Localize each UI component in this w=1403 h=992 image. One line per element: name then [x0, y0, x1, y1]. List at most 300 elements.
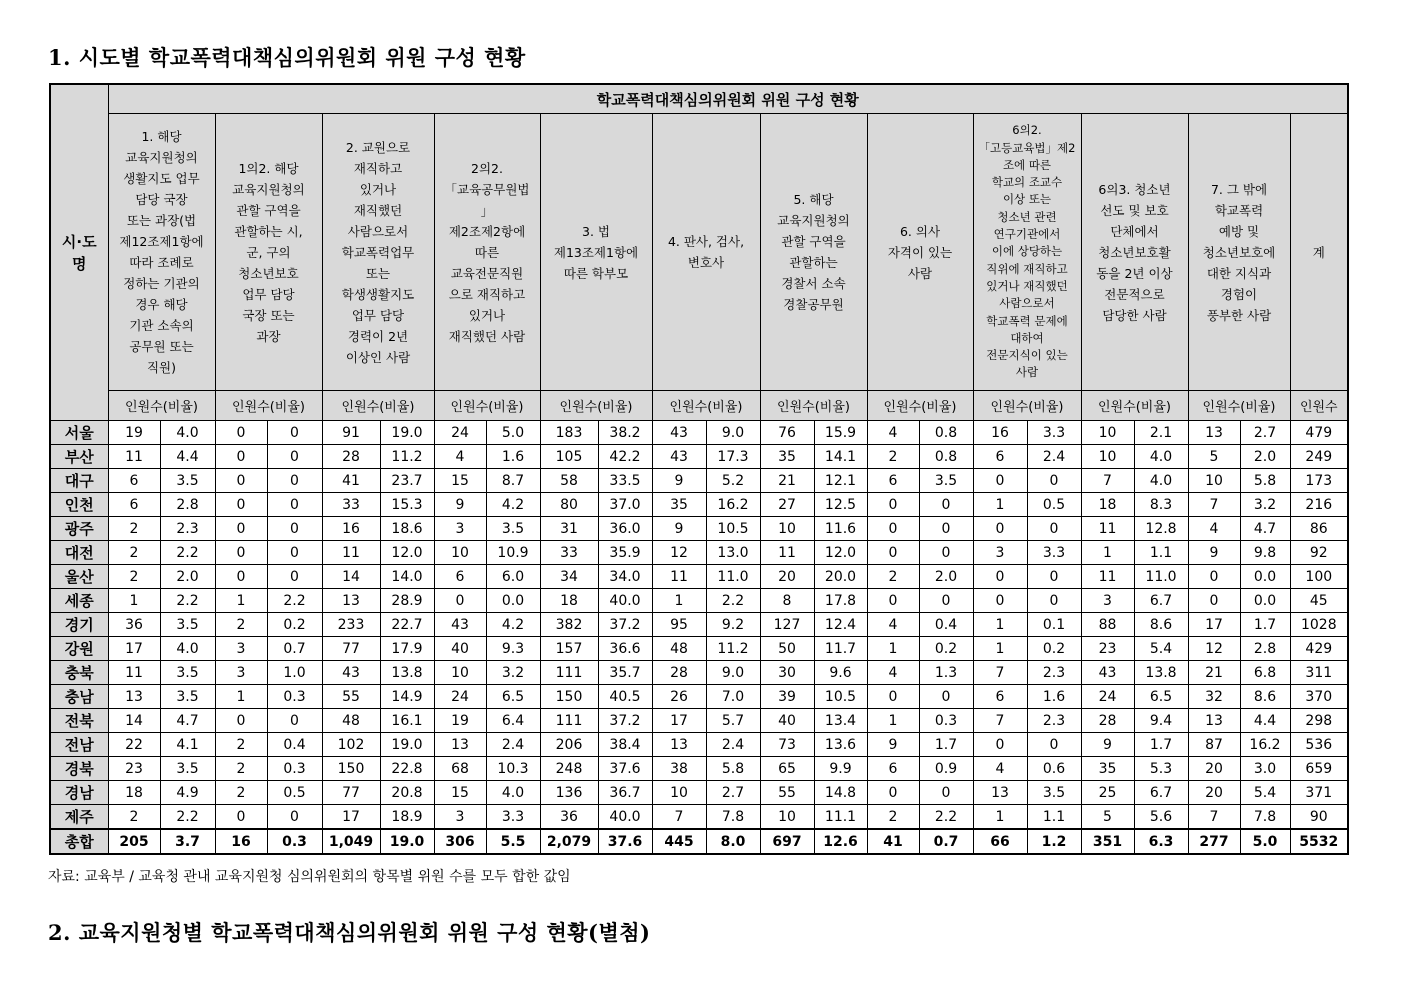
total-count-cell: 45 — [1290, 589, 1348, 613]
count-cell: 22 — [108, 733, 160, 757]
count-cell: 9 — [652, 469, 706, 493]
count-cell: 11 — [108, 661, 160, 685]
region-name: 경남 — [50, 781, 108, 805]
ratio-cell: 0 — [1027, 517, 1081, 541]
ratio-cell: 1.3 — [919, 661, 973, 685]
ratio-cell: 3.5 — [160, 661, 215, 685]
count-cell: 2 — [108, 541, 160, 565]
ratio-cell: 0.9 — [919, 757, 973, 781]
ratio-cell: 5.0 — [1240, 829, 1290, 854]
ratio-cell: 36.7 — [598, 781, 652, 805]
count-cell: 0 — [867, 541, 919, 565]
count-cell: 6 — [434, 565, 486, 589]
ratio-cell: 8.7 — [486, 469, 540, 493]
ratio-cell: 0.1 — [1027, 613, 1081, 637]
count-cell: 48 — [652, 637, 706, 661]
count-cell: 1 — [1081, 541, 1134, 565]
count-cell: 1 — [867, 637, 919, 661]
ratio-cell: 34.0 — [598, 565, 652, 589]
ratio-cell: 13.8 — [380, 661, 434, 685]
ratio-cell: 2.3 — [160, 517, 215, 541]
ratio-cell: 3.5 — [486, 517, 540, 541]
category-header-9: 6의2. 「고등교육법」제2 조에 따른 학교의 조교수 이상 또는 청소년 관련 연구기관에서 이에 상당하는 직위에 재직하고 있거나 재직했던 사람으로서 학교폭력 문제에 대하여 전문지식이 있는 사람 — [973, 114, 1081, 391]
count-cell: 17 — [108, 637, 160, 661]
ratio-cell: 5.2 — [706, 469, 760, 493]
count-cell: 157 — [540, 637, 598, 661]
count-cell: 32 — [1188, 685, 1240, 709]
ratio-cell: 2.3 — [1027, 661, 1081, 685]
count-cell: 105 — [540, 445, 598, 469]
ratio-cell: 4.9 — [160, 781, 215, 805]
ratio-cell: 0.2 — [1027, 637, 1081, 661]
ratio-cell: 37.6 — [598, 757, 652, 781]
total-count-cell: 90 — [1290, 805, 1348, 830]
count-cell: 1 — [867, 709, 919, 733]
count-cell: 5 — [1081, 805, 1134, 830]
ratio-cell: 2.2 — [267, 589, 322, 613]
ratio-cell: 22.7 — [380, 613, 434, 637]
count-cell: 0 — [215, 445, 267, 469]
ratio-cell: 12.5 — [814, 493, 867, 517]
ratio-cell: 0.3 — [267, 829, 322, 854]
count-cell: 0 — [215, 421, 267, 445]
count-cell: 0 — [973, 517, 1027, 541]
ratio-cell: 0 — [919, 685, 973, 709]
ratio-cell: 0 — [267, 709, 322, 733]
count-cell: 16 — [973, 421, 1027, 445]
unit-label: 인원수 — [1290, 391, 1348, 421]
ratio-cell: 12.0 — [814, 541, 867, 565]
ratio-cell: 16.2 — [1240, 733, 1290, 757]
count-cell: 80 — [540, 493, 598, 517]
ratio-cell: 13.4 — [814, 709, 867, 733]
ratio-cell: 6.8 — [1240, 661, 1290, 685]
count-cell: 7 — [973, 661, 1027, 685]
count-cell: 9 — [652, 517, 706, 541]
count-cell: 13 — [973, 781, 1027, 805]
count-cell: 12 — [1188, 637, 1240, 661]
ratio-cell: 0.6 — [1027, 757, 1081, 781]
count-cell: 0 — [867, 781, 919, 805]
count-cell: 1 — [973, 613, 1027, 637]
count-cell: 43 — [322, 661, 380, 685]
ratio-cell: 0 — [919, 589, 973, 613]
count-cell: 18 — [540, 589, 598, 613]
region-name: 전남 — [50, 733, 108, 757]
region-name: 부산 — [50, 445, 108, 469]
count-cell: 21 — [760, 469, 814, 493]
ratio-cell: 2.7 — [706, 781, 760, 805]
region-name: 세종 — [50, 589, 108, 613]
count-cell: 26 — [652, 685, 706, 709]
ratio-cell: 0.2 — [267, 613, 322, 637]
count-cell: 1 — [652, 589, 706, 613]
count-cell: 35 — [760, 445, 814, 469]
ratio-cell: 6.0 — [486, 565, 540, 589]
unit-label: 인원수(비율) — [322, 391, 434, 421]
ratio-cell: 7.0 — [706, 685, 760, 709]
category-header-8: 6. 의사 자격이 있는 사람 — [867, 114, 973, 391]
total-count-cell: 370 — [1290, 685, 1348, 709]
count-cell: 11 — [652, 565, 706, 589]
unit-label: 인원수(비율) — [760, 391, 867, 421]
ratio-cell: 9.6 — [814, 661, 867, 685]
category-header-12: 계 — [1290, 114, 1348, 391]
ratio-cell: 40.5 — [598, 685, 652, 709]
ratio-cell: 3.5 — [1027, 781, 1081, 805]
ratio-cell: 6.3 — [1134, 829, 1188, 854]
count-cell: 0 — [215, 469, 267, 493]
region-name: 강원 — [50, 637, 108, 661]
ratio-cell: 13.6 — [814, 733, 867, 757]
count-cell: 73 — [760, 733, 814, 757]
ratio-cell: 0 — [267, 469, 322, 493]
ratio-cell: 0 — [267, 445, 322, 469]
unit-label: 인원수(비율) — [973, 391, 1081, 421]
ratio-cell: 2.2 — [160, 541, 215, 565]
count-cell: 17 — [322, 805, 380, 830]
ratio-cell: 4.4 — [1240, 709, 1290, 733]
count-cell: 41 — [867, 829, 919, 854]
count-cell: 31 — [540, 517, 598, 541]
count-cell: 9 — [434, 493, 486, 517]
ratio-cell: 5.8 — [1240, 469, 1290, 493]
ratio-cell: 0.4 — [267, 733, 322, 757]
table-row — [50, 493, 1348, 517]
count-cell: 6 — [973, 445, 1027, 469]
table-row — [50, 565, 1348, 589]
count-cell: 11 — [1081, 517, 1134, 541]
count-cell: 88 — [1081, 613, 1134, 637]
ratio-cell: 4.0 — [1134, 469, 1188, 493]
ratio-cell: 6.7 — [1134, 589, 1188, 613]
count-cell: 0 — [973, 469, 1027, 493]
total-count-cell: 216 — [1290, 493, 1348, 517]
ratio-cell: 2.0 — [1240, 445, 1290, 469]
count-cell: 34 — [540, 565, 598, 589]
count-cell: 39 — [760, 685, 814, 709]
count-cell: 27 — [760, 493, 814, 517]
count-cell: 3 — [1081, 589, 1134, 613]
count-cell: 30 — [760, 661, 814, 685]
ratio-cell: 2.1 — [1134, 421, 1188, 445]
ratio-cell: 9.0 — [706, 661, 760, 685]
count-cell: 43 — [652, 421, 706, 445]
ratio-cell: 1.6 — [486, 445, 540, 469]
total-count-cell: 298 — [1290, 709, 1348, 733]
count-cell: 77 — [322, 781, 380, 805]
ratio-cell: 3.0 — [1240, 757, 1290, 781]
ratio-cell: 0.0 — [486, 589, 540, 613]
count-cell: 43 — [1081, 661, 1134, 685]
count-cell: 7 — [973, 709, 1027, 733]
table-row — [50, 589, 1348, 613]
ratio-cell: 11.2 — [380, 445, 434, 469]
count-cell: 10 — [1081, 421, 1134, 445]
unit-label: 인원수(비율) — [1188, 391, 1290, 421]
ratio-cell: 2.2 — [919, 805, 973, 830]
ratio-cell: 0 — [1027, 733, 1081, 757]
ratio-cell: 38.2 — [598, 421, 652, 445]
table-row — [50, 805, 1348, 830]
ratio-cell: 15.9 — [814, 421, 867, 445]
region-name: 경북 — [50, 757, 108, 781]
count-cell: 11 — [760, 541, 814, 565]
ratio-cell: 36.0 — [598, 517, 652, 541]
ratio-cell: 0 — [267, 421, 322, 445]
ratio-cell: 0 — [267, 565, 322, 589]
ratio-cell: 6.5 — [1134, 685, 1188, 709]
count-cell: 10 — [652, 781, 706, 805]
ratio-cell: 2.0 — [160, 565, 215, 589]
ratio-cell: 7.8 — [706, 805, 760, 830]
total-count-cell: 479 — [1290, 421, 1348, 445]
region-name: 충남 — [50, 685, 108, 709]
ratio-cell: 5.4 — [1240, 781, 1290, 805]
count-cell: 4 — [973, 757, 1027, 781]
ratio-cell: 2.4 — [1027, 445, 1081, 469]
ratio-cell: 2.0 — [919, 565, 973, 589]
count-cell: 66 — [973, 829, 1027, 854]
count-cell: 24 — [434, 685, 486, 709]
ratio-cell: 2.2 — [160, 805, 215, 830]
count-cell: 150 — [322, 757, 380, 781]
count-cell: 55 — [760, 781, 814, 805]
count-cell: 18 — [1081, 493, 1134, 517]
count-cell: 16 — [215, 829, 267, 854]
count-cell: 50 — [760, 637, 814, 661]
count-cell: 36 — [108, 613, 160, 637]
count-cell: 36 — [540, 805, 598, 830]
ratio-cell: 2.3 — [1027, 709, 1081, 733]
ratio-cell: 4.2 — [486, 493, 540, 517]
count-cell: 306 — [434, 829, 486, 854]
count-cell: 4 — [434, 445, 486, 469]
ratio-cell: 5.3 — [1134, 757, 1188, 781]
ratio-cell: 6.7 — [1134, 781, 1188, 805]
region-name: 충북 — [50, 661, 108, 685]
ratio-cell: 18.9 — [380, 805, 434, 830]
ratio-cell: 12.6 — [814, 829, 867, 854]
count-cell: 7 — [1188, 805, 1240, 830]
table-row — [50, 637, 1348, 661]
category-header-11: 7. 그 밖에 학교폭력 예방 및 청소년보호에 대한 지식과 경험이 풍부한 사람 — [1188, 114, 1290, 391]
ratio-cell: 0.7 — [267, 637, 322, 661]
table-row — [50, 685, 1348, 709]
count-cell: 11 — [1081, 565, 1134, 589]
ratio-cell: 4.1 — [160, 733, 215, 757]
count-cell: 1 — [973, 493, 1027, 517]
count-cell: 0 — [973, 565, 1027, 589]
count-cell: 2 — [108, 517, 160, 541]
count-cell: 4 — [867, 613, 919, 637]
section-2-heading: 2. 교육지원청별 학교폭력대책심의위원회 위원 구성 현황(별첨) — [48, 920, 651, 945]
ratio-cell: 11.2 — [706, 637, 760, 661]
total-count-cell: 100 — [1290, 565, 1348, 589]
ratio-cell: 12.8 — [1134, 517, 1188, 541]
count-cell: 7 — [1081, 469, 1134, 493]
count-cell: 0 — [215, 493, 267, 517]
count-cell: 20 — [760, 565, 814, 589]
count-cell: 0 — [215, 709, 267, 733]
count-cell: 65 — [760, 757, 814, 781]
ratio-cell: 1.6 — [1027, 685, 1081, 709]
count-cell: 0 — [867, 589, 919, 613]
ratio-cell: 40.0 — [598, 589, 652, 613]
ratio-cell: 3.5 — [160, 685, 215, 709]
ratio-cell: 3.3 — [1027, 421, 1081, 445]
count-cell: 15 — [434, 781, 486, 805]
count-cell: 2 — [867, 565, 919, 589]
count-cell: 43 — [434, 613, 486, 637]
ratio-cell: 4.0 — [160, 421, 215, 445]
ratio-cell: 14.1 — [814, 445, 867, 469]
count-cell: 0 — [215, 805, 267, 830]
ratio-cell: 2.4 — [706, 733, 760, 757]
ratio-cell: 0.2 — [919, 637, 973, 661]
category-header-5: 3. 법 제13조제1항에 따른 학부모 — [540, 114, 652, 391]
count-cell: 28 — [652, 661, 706, 685]
unit-label: 인원수(비율) — [215, 391, 322, 421]
ratio-cell: 19.0 — [380, 421, 434, 445]
ratio-cell: 19.0 — [380, 733, 434, 757]
count-cell: 11 — [322, 541, 380, 565]
ratio-cell: 20.8 — [380, 781, 434, 805]
count-cell: 14 — [108, 709, 160, 733]
count-cell: 2 — [867, 805, 919, 830]
ratio-cell: 28.9 — [380, 589, 434, 613]
count-cell: 2 — [215, 733, 267, 757]
ratio-cell: 3.5 — [160, 613, 215, 637]
ratio-cell: 10.9 — [486, 541, 540, 565]
count-cell: 91 — [322, 421, 380, 445]
ratio-cell: 35.7 — [598, 661, 652, 685]
ratio-cell: 0 — [267, 493, 322, 517]
ratio-cell: 14.9 — [380, 685, 434, 709]
ratio-cell: 12.4 — [814, 613, 867, 637]
count-cell: 19 — [434, 709, 486, 733]
count-cell: 3 — [434, 517, 486, 541]
count-cell: 10 — [1081, 445, 1134, 469]
count-cell: 87 — [1188, 733, 1240, 757]
ratio-cell: 4.0 — [1134, 445, 1188, 469]
ratio-cell: 2.7 — [1240, 421, 1290, 445]
ratio-cell: 2.8 — [1240, 637, 1290, 661]
ratio-cell: 2.4 — [486, 733, 540, 757]
ratio-cell: 1.1 — [1027, 805, 1081, 830]
ratio-cell: 17.8 — [814, 589, 867, 613]
ratio-cell: 9.4 — [1134, 709, 1188, 733]
count-cell: 0 — [973, 733, 1027, 757]
ratio-cell: 36.6 — [598, 637, 652, 661]
unit-label: 인원수(비율) — [434, 391, 540, 421]
table-row — [50, 421, 1348, 445]
count-cell: 77 — [322, 637, 380, 661]
ratio-cell: 10.5 — [706, 517, 760, 541]
count-cell: 9 — [1081, 733, 1134, 757]
ratio-cell: 0 — [1027, 589, 1081, 613]
ratio-cell: 1.7 — [919, 733, 973, 757]
count-cell: 23 — [1081, 637, 1134, 661]
count-cell: 136 — [540, 781, 598, 805]
count-cell: 1 — [215, 589, 267, 613]
count-cell: 35 — [1081, 757, 1134, 781]
ratio-cell: 3.2 — [1240, 493, 1290, 517]
ratio-cell: 2.2 — [160, 589, 215, 613]
count-cell: 9 — [867, 733, 919, 757]
ratio-cell: 3.5 — [160, 757, 215, 781]
ratio-cell: 8.6 — [1240, 685, 1290, 709]
count-cell: 233 — [322, 613, 380, 637]
ratio-cell: 37.2 — [598, 613, 652, 637]
source-note: 자료: 교육부 / 교육청 관내 교육지원청 심의위원회의 항목별 위원 수를 모두 합한 값임 — [48, 869, 571, 885]
count-cell: 11 — [108, 445, 160, 469]
count-cell: 2 — [108, 805, 160, 830]
ratio-cell: 0.3 — [267, 685, 322, 709]
total-count-cell: 429 — [1290, 637, 1348, 661]
table-row — [50, 781, 1348, 805]
ratio-cell: 6.4 — [486, 709, 540, 733]
ratio-cell: 11.1 — [814, 805, 867, 830]
ratio-cell: 16.2 — [706, 493, 760, 517]
ratio-cell: 0 — [919, 781, 973, 805]
count-cell: 21 — [1188, 661, 1240, 685]
ratio-cell: 0 — [267, 805, 322, 830]
count-cell: 205 — [108, 829, 160, 854]
ratio-cell: 9.3 — [486, 637, 540, 661]
ratio-cell: 17.9 — [380, 637, 434, 661]
ratio-cell: 1.7 — [1240, 613, 1290, 637]
count-cell: 0 — [973, 589, 1027, 613]
ratio-cell: 42.2 — [598, 445, 652, 469]
count-cell: 15 — [434, 469, 486, 493]
count-cell: 13 — [1188, 709, 1240, 733]
total-count-cell: 92 — [1290, 541, 1348, 565]
ratio-cell: 15.3 — [380, 493, 434, 517]
ratio-cell: 19.0 — [380, 829, 434, 854]
count-cell: 38 — [652, 757, 706, 781]
ratio-cell: 16.1 — [380, 709, 434, 733]
region-name: 총합 — [50, 829, 108, 854]
region-name: 서울 — [50, 421, 108, 445]
ratio-cell: 3.7 — [160, 829, 215, 854]
count-cell: 17 — [652, 709, 706, 733]
ratio-cell: 0 — [919, 517, 973, 541]
count-cell: 2 — [215, 757, 267, 781]
count-cell: 127 — [760, 613, 814, 637]
ratio-cell: 14.8 — [814, 781, 867, 805]
table-row — [50, 613, 1348, 637]
count-cell: 12 — [652, 541, 706, 565]
total-count-cell: 311 — [1290, 661, 1348, 685]
count-cell: 19 — [108, 421, 160, 445]
table-title: 학교폭력대책심의위원회 위원 구성 현황 — [108, 84, 1348, 114]
unit-label: 인원수(비율) — [108, 391, 215, 421]
category-header-2: 1의2. 해당 교육지원청의 관할 구역을 관할하는 시, 군, 구의 청소년보호 업무 담당 국장 또는 과장 — [215, 114, 322, 391]
count-cell: 1 — [108, 589, 160, 613]
ratio-cell: 33.5 — [598, 469, 652, 493]
ratio-cell: 3.5 — [919, 469, 973, 493]
count-cell: 445 — [652, 829, 706, 854]
category-header-10: 6의3. 청소년 선도 및 보호 단체에서 청소년보호활 동을 2년 이상 전문적으로 담당한 사람 — [1081, 114, 1188, 391]
count-cell: 3 — [215, 637, 267, 661]
ratio-cell: 3.3 — [1027, 541, 1081, 565]
count-cell: 10 — [434, 661, 486, 685]
count-cell: 206 — [540, 733, 598, 757]
ratio-cell: 4.0 — [160, 637, 215, 661]
ratio-cell: 0.7 — [919, 829, 973, 854]
count-cell: 16 — [322, 517, 380, 541]
